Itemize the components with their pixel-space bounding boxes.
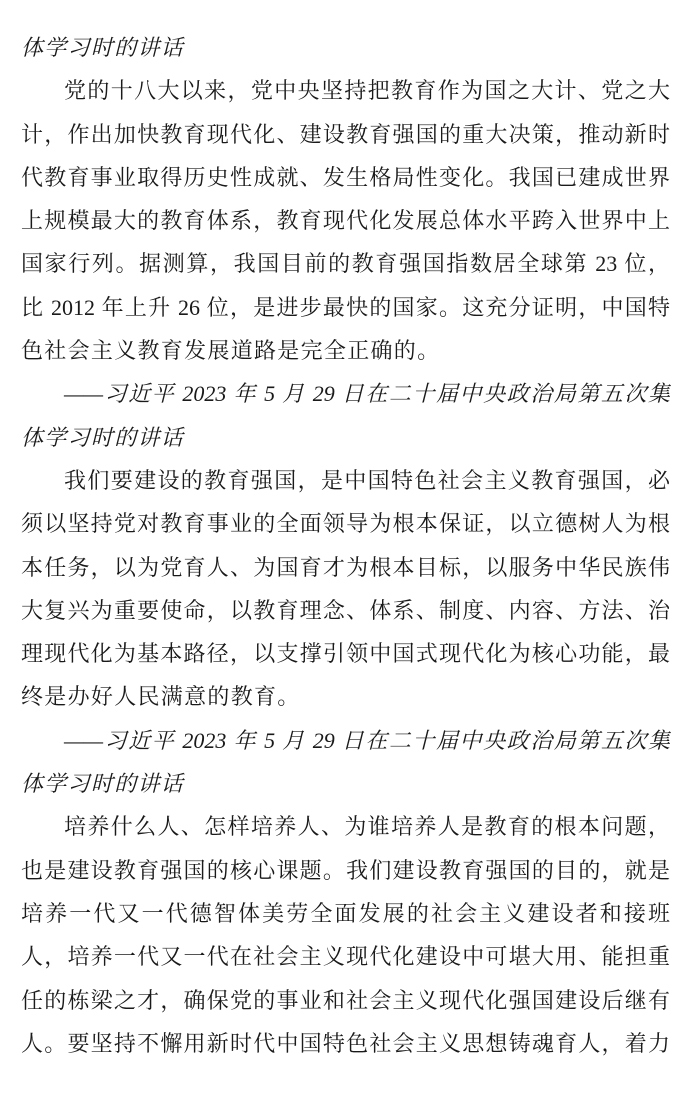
body-text-line: 本任务，以为党育人、为国育才为根本目标，以服务中华民族伟 [21,554,670,580]
body-text-line: 国家行列。据测算，我国目前的教育强国指数居全球第 23 位， [21,251,670,277]
body-text-line: 任的栋梁之才，确保党的事业和社会主义现代化强国建设后继有 [21,987,670,1013]
body-text-line: 培养什么人、怎样培养人、为谁培养人是教育的根本问题， [64,814,670,840]
body-text-line: 理现代化为基本路径，以支撑引领中国式现代化为核心功能，最 [21,641,670,667]
attribution-line: ——习近平 2023 年 5 月 29 日在二十届中央政治局第五次集 [64,381,670,407]
attribution-line: 体学习时的讲话 [21,771,185,797]
body-text-line: 计，作出加快教育现代化、建设教育强国的重大决策，推动新时 [21,121,670,147]
body-text-line: 须以坚持党对教育事业的全面领导为根本保证，以立德树人为根 [21,511,670,537]
body-text-line: 人。要坚持不懈用新时代中国特色社会主义思想铸魂育人，着力 [21,1030,670,1056]
body-text-line: 色社会主义教育发展道路是完全正确的。 [21,338,441,364]
body-text-line: 代教育事业取得历史性成就、发生格局性变化。我国已建成世界 [21,164,670,190]
body-text-line: 我们要建设的教育强国，是中国特色社会主义教育强国，必 [64,467,670,493]
body-text-line: 终是办好人民满意的教育。 [21,684,301,710]
body-text-line: 比 2012 年上升 26 位，是进步最快的国家。这充分证明，中国特 [21,294,670,320]
body-text-line: 人，培养一代又一代在社会主义现代化建设中可堪大用、能担重 [21,944,670,970]
body-text-line: 党的十八大以来，党中央坚持把教育作为国之大计、党之大 [64,78,670,104]
attribution-line: ——习近平 2023 年 5 月 29 日在二十届中央政治局第五次集 [64,727,670,753]
body-text-line: 大复兴为重要使命，以教育理念、体系、制度、内容、方法、治 [21,597,670,623]
document-text-block [21,26,670,1065]
attribution-line: 体学习时的讲话 [21,424,185,450]
attribution-line: 体学习时的讲话 [21,35,185,60]
body-text-line: 上规模最大的教育体系，教育现代化发展总体水平跨入世界中上 [21,208,670,234]
body-text-line: 培养一代又一代德智体美劳全面发展的社会主义建设者和接班 [21,900,670,926]
body-text-line: 也是建设教育强国的核心课题。我们建设教育强国的目的，就是 [21,857,670,883]
